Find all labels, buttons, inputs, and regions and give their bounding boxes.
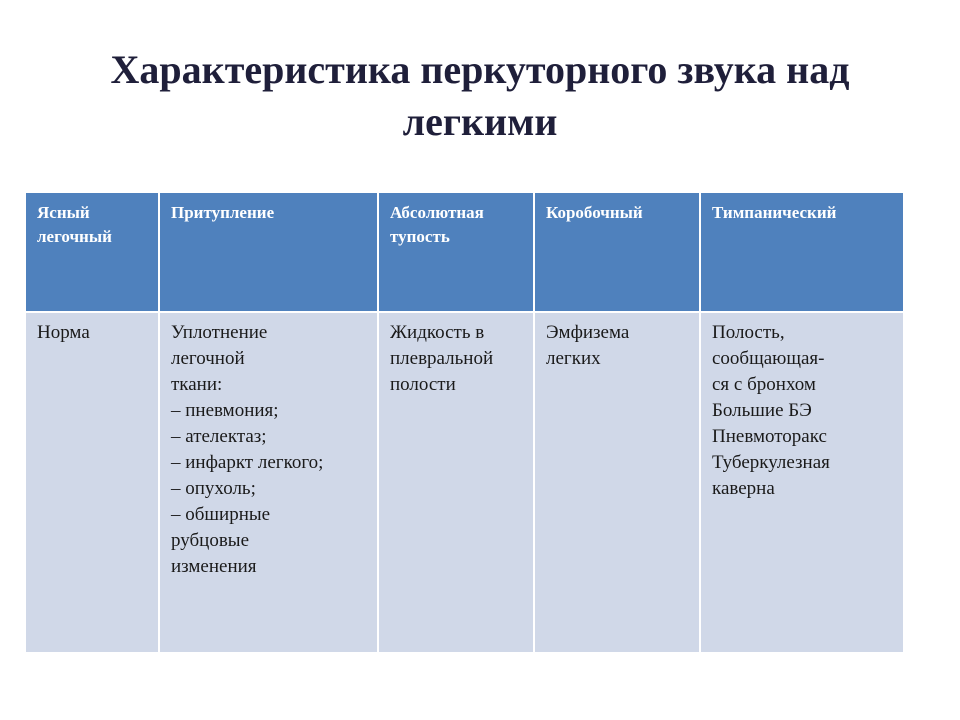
cell-text-line: ся с бронхом (712, 374, 816, 395)
cell-text-line: легких (546, 348, 601, 369)
cell-text-line: – ателектаз; (171, 426, 267, 447)
header-text-line: Ясный (37, 203, 90, 222)
cell-text-line: – обширные (171, 504, 271, 525)
header-text-line: тупость (390, 227, 450, 246)
cell-text-line: Жидкость в (390, 322, 485, 343)
cell-text-line: легочной (171, 348, 245, 369)
percussion-sound-table (26, 193, 903, 652)
cell-text-line: Уплотнение (171, 322, 268, 343)
cell-text-line: Большие БЭ (712, 400, 812, 421)
header-absolute-dullness (378, 193, 534, 312)
header-tympanic (700, 193, 903, 312)
slide-title (60, 44, 900, 148)
header-text-line: Абсолютная (390, 203, 484, 222)
header-text-line: Тимпанический (712, 203, 837, 222)
header-clear-pulmonary (26, 193, 159, 312)
cell-text-line: изменения (171, 556, 257, 577)
cell-text-line: Норма (37, 322, 90, 343)
cell-dullness-causes (159, 312, 378, 652)
cell-text-line: каверна (712, 478, 775, 499)
cell-emphysema (534, 312, 700, 652)
cell-text-line: плевральной (390, 348, 494, 369)
cell-norm (26, 312, 159, 652)
cell-text-line: рубцовые (171, 530, 250, 551)
cell-pleural-fluid (378, 312, 534, 652)
cell-text-line: – опухоль; (171, 478, 256, 499)
header-text-line: легочный (37, 227, 112, 246)
cell-cavity (700, 312, 903, 652)
cell-text-line: – инфаркт легкого; (171, 452, 324, 473)
table-row (26, 312, 903, 652)
header-text-line: Коробочный (546, 203, 643, 222)
cell-text-line: Пневмоторакс (712, 426, 827, 447)
header-dullness (159, 193, 378, 312)
header-text-line: Притупление (171, 203, 275, 222)
header-boxy (534, 193, 700, 312)
cell-text-line: полости (390, 374, 456, 395)
header-row (26, 193, 903, 312)
cell-text-line: Полость, (712, 322, 785, 343)
cell-text-line: ткани: (171, 374, 223, 395)
slide-title-line-1: Характеристика перкуторного звука над (110, 47, 850, 92)
cell-text-line: – пневмония; (171, 400, 279, 421)
cell-text-line: Туберкулезная (712, 452, 830, 473)
slide-title-line-2: легкими (402, 99, 558, 144)
cell-text-line: сообщающая- (712, 348, 825, 369)
cell-text-line: Эмфизема (546, 322, 630, 343)
